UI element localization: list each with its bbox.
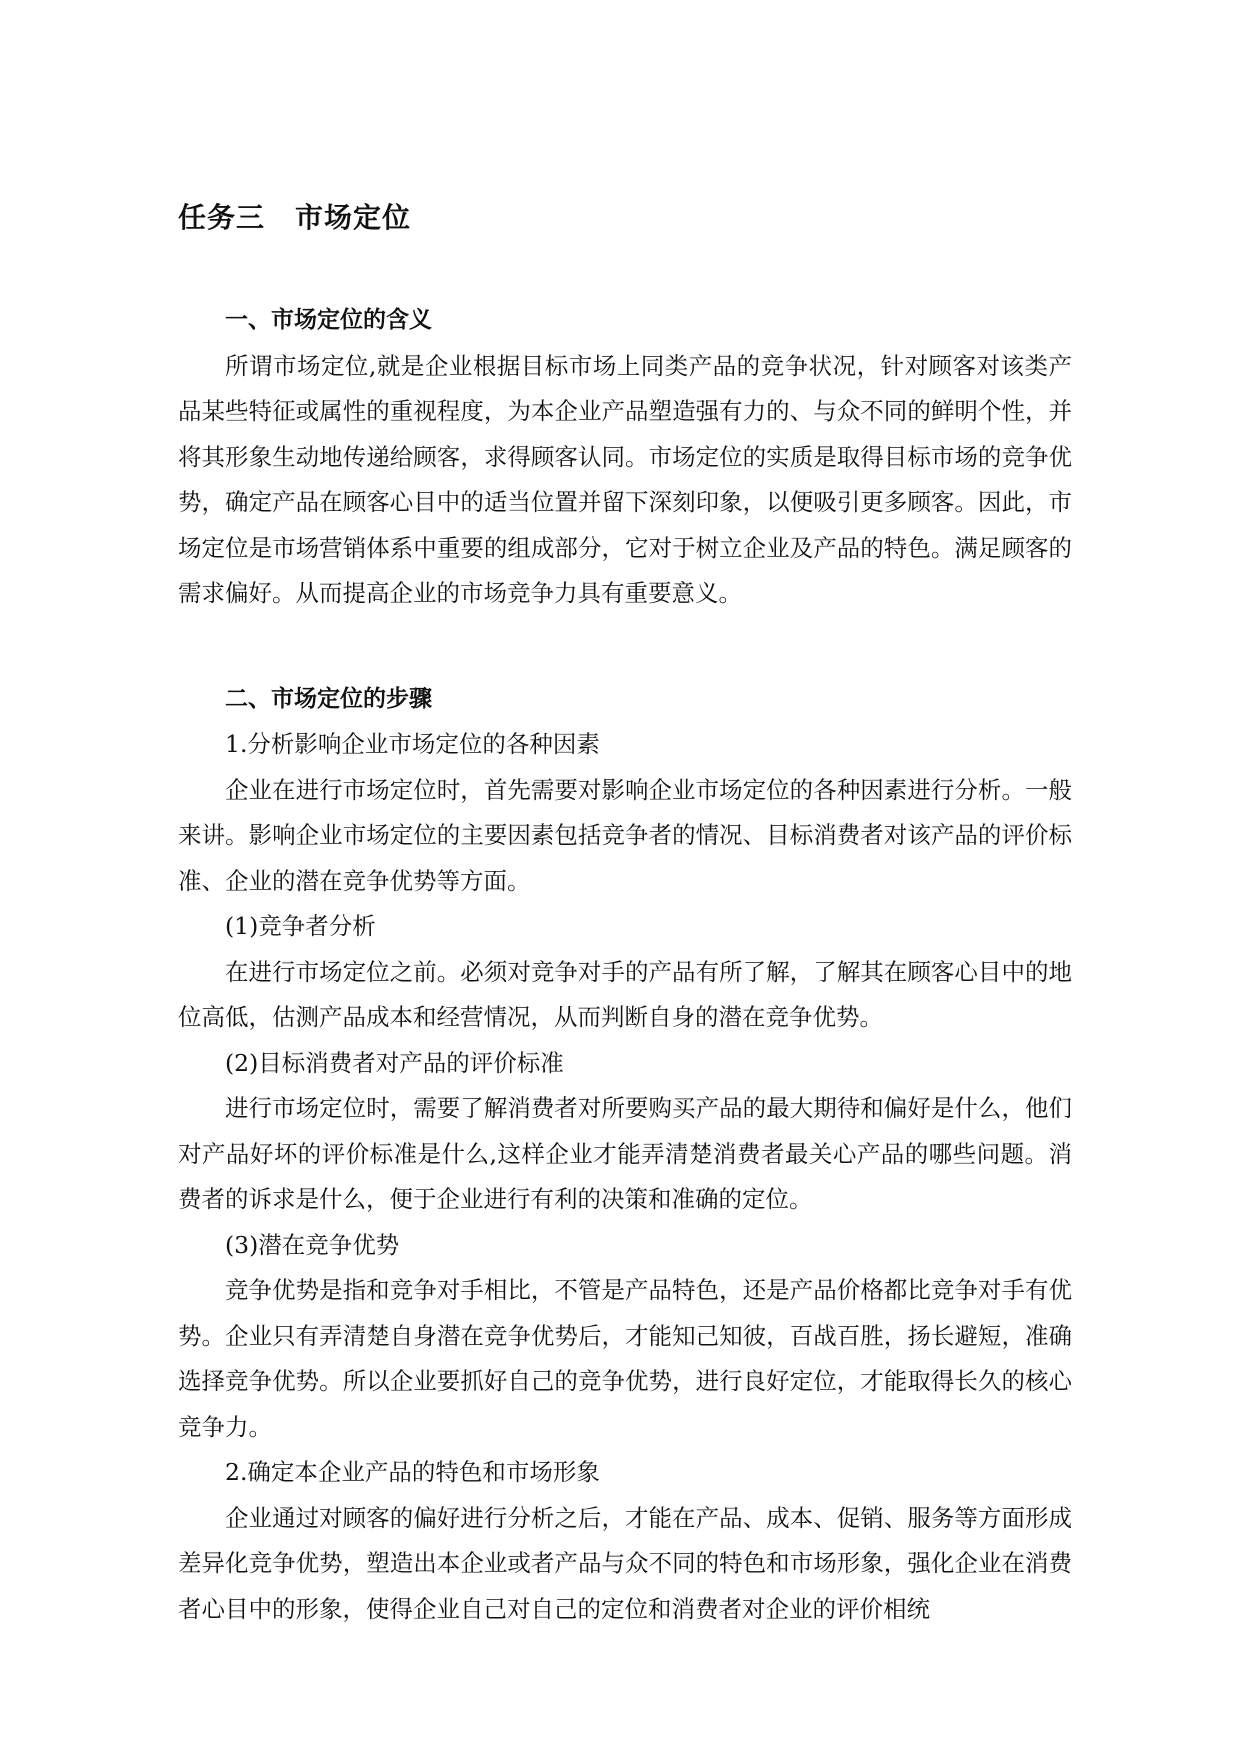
subsection3-title: (3)潜在竞争优势 (225, 1230, 400, 1259)
document-body (178, 298, 1072, 1632)
step1-paragraph: 企业在进行市场定位时，首先需要对影响企业市场定位的各种因素进行分析。一般来讲。影响企业市场定位的主要因素包括竞争者的情况、目标消费者对该产品的评价标准、企业的潜在竞争优势等方面。 (178, 775, 1072, 895)
page-title (178, 196, 411, 236)
step1-title: 1.分析影响企业市场定位的各种因素 (225, 730, 600, 758)
subsection2-title: (2)目标消费者对产品的评价标准 (225, 1048, 564, 1077)
step2-title: 2.确定本企业产品的特色和市场形象 (225, 1458, 600, 1486)
section-heading-meaning: 一、市场定位的含义 (225, 307, 432, 333)
section-heading-steps: 二、市场定位的步骤 (225, 685, 432, 712)
title-part-task: 任务三 (178, 201, 266, 234)
subsection2-paragraph: 进行市场定位时，需要了解消费者对所要购买产品的最大期待和偏好是什么，他们对产品好坏的评价标准是什么,这样企业才能弄清楚消费者最关心产品的哪些问题。消费者的诉求是什么，便于企业进行有利的决策和准确的定位。 (178, 1094, 1072, 1213)
subsection1-paragraph: 在进行市场定位之前。必须对竞争对手的产品有所了解，了解其在顾客心目中的地位高低，估测产品成本和经营情况，从而判断自身的潜在竞争优势。 (178, 957, 1072, 1031)
subsection3-paragraph: 竞争优势是指和竞争对手相比，不管是产品特色，还是产品价格都比竞争对手有优势。企业只有弄清楚自身潜在竞争优势后，才能知己知彼，百战百胜，扬长避短，准确选择竞争优势。所以企业要抓好自己的竞争优势，进行良好定位，才能取得长久的核心竞争力。 (178, 1276, 1072, 1441)
subsection1-title: (1)竞争者分析 (225, 912, 376, 940)
section-spacer (178, 617, 1072, 677)
step2-paragraph: 企业通过对顾客的偏好进行分析之后，才能在产品、成本、促销、服务等方面形成差异化竞争优势，塑造出本企业或者产品与众不同的特色和市场形象，强化企业在消费者心目中的形象，使得企业自己对自己的定位和消费者对企业的评价相统 (178, 1503, 1072, 1623)
title-part-topic: 市场定位 (295, 201, 412, 234)
paragraph-meaning: 所谓市场定位,就是企业根据目标市场上同类产品的竞争状况，针对顾客对该类产品某些特征或属性的重视程度，为本企业产品塑造强有力的、与众不同的鲜明个性，并将其形象生动地传递给顾客，求得顾客认同。市场定位的实质是取得目标市场的竞争优势，确定产品在顾客心目中的适当位置并留下深刻印象，以便吸引更多顾客。因此，市场定位是市场营销体系中重要的组成部分，它对于树立企业及产品的特色。满足顾客的需求偏好。从而提高企业的市场竞争力具有重要意义。 (178, 351, 1072, 607)
